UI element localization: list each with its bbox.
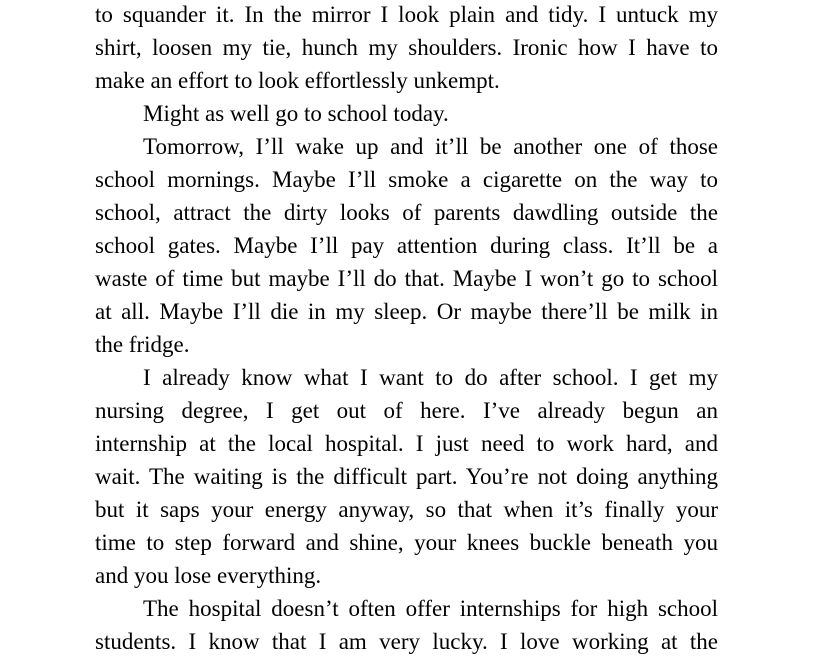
text-line: to squander it. In the mirror I look plain and tidy. I untuck my: [95, 2, 718, 27]
text-line: but it saps your energy anyway, so that when it’s finally your: [95, 497, 718, 522]
text-line: The hospital doesn’t often offer internships for high school: [143, 596, 718, 621]
text-line: time to step forward and shine, your knees buckle beneath you: [95, 530, 718, 555]
text-line: school mornings. Maybe I’ll smoke a cigarette on the way to: [95, 167, 718, 192]
text-line: the fridge.: [95, 332, 190, 357]
text-line: make an effort to look effortlessly unkempt.: [95, 68, 500, 93]
text-line: I already know what I want to do after school. I get my: [143, 365, 718, 390]
text-line: nursing degree, I get out of here. I’ve already begun an: [95, 398, 718, 423]
text-line: Tomorrow, I’ll wake up and it’ll be another one of those: [143, 134, 718, 159]
text-line: shirt, loosen my tie, hunch my shoulders. Ironic how I have to: [95, 35, 718, 60]
text-line: and you lose everything.: [95, 563, 322, 588]
text-line: school gates. Maybe I’ll pay attention during class. It’ll be a: [95, 233, 718, 258]
text-line: at all. Maybe I’ll die in my sleep. Or maybe there’ll be milk in: [95, 299, 718, 324]
text-line: internship at the local hospital. I just need to work hard, and: [95, 431, 718, 456]
text-line: Might as well go to school today.: [143, 101, 449, 126]
text-line: students. I know that I am very lucky. I love working at the: [95, 629, 718, 654]
text-line: waste of time but maybe I’ll do that. Maybe I won’t go to school: [95, 266, 718, 291]
text-line: school, attract the dirty looks of parents dawdling outside the: [95, 200, 718, 225]
text-line: wait. The waiting is the difficult part. You’re not doing anything: [95, 464, 718, 489]
